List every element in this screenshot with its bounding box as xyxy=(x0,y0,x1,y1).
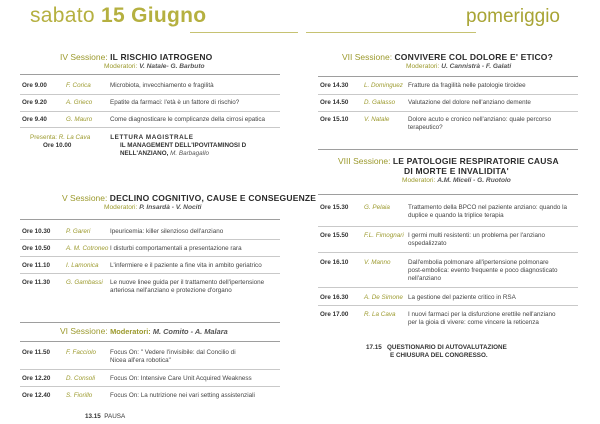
talk-title: Nicea all'era robotica" xyxy=(110,357,171,364)
talk-title: duplice e quando la triplice terapia xyxy=(408,212,504,219)
talk-row xyxy=(320,82,526,90)
lettura-title: LETTURA MAGISTRALE xyxy=(110,134,194,141)
talk-title: ospedalizzato xyxy=(408,240,447,247)
lettura-speaker: M. Barbagallo xyxy=(170,150,209,157)
session-title: IL RISCHIO IATROGENO xyxy=(110,52,213,62)
period-label: pomeriggio xyxy=(466,6,560,27)
row-divider xyxy=(20,273,280,274)
talk-time: Ore 9.00 xyxy=(22,82,47,89)
moderators-label: Moderatori: xyxy=(110,327,151,336)
talk-time: Ore 12.40 xyxy=(22,392,51,399)
session-viii-rule-top xyxy=(318,149,578,150)
talk-row xyxy=(22,245,242,253)
session-v-rule xyxy=(20,219,280,220)
talk-speaker: I. Lamonica xyxy=(66,262,99,269)
talk-title: Le nuove linee guida per il trattamento dell'ipertensione xyxy=(110,279,265,286)
moderators-label: Moderatori: xyxy=(402,177,436,184)
row-divider xyxy=(318,94,578,95)
talk-title: Microbiota, invecchiamento e fragilità xyxy=(110,82,214,89)
lettura-magistrale xyxy=(30,134,246,158)
presenta-label: Presenta: xyxy=(30,134,57,141)
talk-row xyxy=(22,349,236,365)
session-viii-header xyxy=(338,156,559,184)
talk-row xyxy=(22,99,239,107)
talk-title: Dall'embolia polmonare all'ipertensione polmonare xyxy=(408,259,549,266)
session-title: DECLINO COGNITIVO, CAUSE E CONSEGUENZE xyxy=(109,193,317,203)
session-vii-header xyxy=(342,52,553,70)
header-rule-right xyxy=(306,32,476,33)
row-divider xyxy=(20,127,280,128)
moderators-names: P. Insardà - V. Nociti xyxy=(139,204,202,211)
talk-time: Ore 16.10 xyxy=(320,259,349,266)
closing-time: 17.15 xyxy=(366,344,382,351)
pausa-label: PAUSA xyxy=(104,413,126,420)
talk-title: I disturbi comportamentali a presentazione rara xyxy=(110,245,242,252)
talk-title: L'infermiere e il paziente a fine vita in ambito geriatrico xyxy=(110,262,262,269)
moderators-names: V. Natale- G. Barbuto xyxy=(139,63,205,70)
talk-speaker: P. Gareri xyxy=(66,228,91,235)
talk-speaker: D. Consoli xyxy=(66,375,96,382)
talk-time: Ore 12.20 xyxy=(22,375,51,382)
talk-speaker: S. Fiorillo xyxy=(66,392,93,399)
talk-time: Ore 10.50 xyxy=(22,245,51,252)
closing-line: E CHIUSURA DEL CONGRESSO. xyxy=(390,352,488,359)
talk-speaker: G. Mauro xyxy=(66,116,93,123)
talk-time: Ore 15.10 xyxy=(320,116,349,123)
talk-title: nell'anziano xyxy=(408,275,442,282)
talk-row xyxy=(320,204,567,220)
lettura-time: Ore 10.00 xyxy=(43,142,72,149)
session-v-header xyxy=(62,193,316,211)
talk-time: Ore 9.20 xyxy=(22,99,47,106)
session-label: VI Sessione: xyxy=(60,326,108,336)
session-vi-rule-top xyxy=(20,322,280,323)
talk-speaker: A. M. Cotroneo xyxy=(66,245,109,252)
talk-title: Dolore acuto e cronico nell'anziano: quale percorso xyxy=(408,116,551,123)
date-label: 15 Giugno xyxy=(101,4,207,27)
talk-title: Ipeuricemia: killer silenzioso dell'anziano xyxy=(110,228,224,235)
moderators-names: U. Cannistrà - F. Galati xyxy=(441,63,512,70)
page-header-date xyxy=(30,4,206,28)
talk-row xyxy=(22,262,262,270)
talk-time: Ore 16.30 xyxy=(320,294,349,301)
talk-row xyxy=(320,232,545,248)
talk-speaker: G. Pelaia xyxy=(364,204,390,211)
talk-speaker: F. Facciolo xyxy=(66,349,96,356)
talk-title: Epatite da farmaci: l'età è un fattore di rischio? xyxy=(110,99,240,106)
session-label: VII Sessione: xyxy=(342,52,393,62)
row-divider xyxy=(20,386,280,387)
talk-speaker: V. Natale xyxy=(364,116,390,123)
talk-speaker: G. Gambassi xyxy=(66,279,103,286)
presenta-name: R. La Cava xyxy=(58,134,91,141)
talk-title: I nuovi farmaci per la disfunzione erettile nell'anziano xyxy=(408,311,556,318)
header-rule-left xyxy=(190,32,298,33)
talk-row xyxy=(22,228,223,236)
talk-time: Ore 11.50 xyxy=(22,349,51,356)
lettura-line: IL MANAGEMENT DELL'IPOVITAMINOSI D xyxy=(120,142,247,149)
talk-speaker: A. Grieco xyxy=(66,99,93,106)
session-iv-rule xyxy=(20,74,280,75)
moderators-label: Moderatori: xyxy=(104,63,138,70)
talk-row xyxy=(22,279,264,295)
talk-time: Ore 11.30 xyxy=(22,279,51,286)
moderators-label: Moderatori: xyxy=(406,63,440,70)
session-label: V Sessione: xyxy=(62,193,108,203)
talk-time: Ore 11.10 xyxy=(22,262,51,269)
row-divider xyxy=(20,369,280,370)
row-divider xyxy=(318,252,578,253)
row-divider xyxy=(318,226,578,227)
talk-speaker: A. De Simone xyxy=(364,294,403,301)
session-vi-rule xyxy=(20,341,280,342)
pausa-time: 13.15 xyxy=(85,413,101,420)
talk-title: Valutazione del dolore nell'anziano demente xyxy=(408,99,531,106)
row-divider xyxy=(318,305,578,306)
talk-row xyxy=(22,116,265,124)
talk-time: Ore 15.50 xyxy=(320,232,349,239)
talk-speaker: R. La Cava xyxy=(364,311,396,318)
talk-row xyxy=(22,82,214,90)
talk-row xyxy=(320,99,531,107)
session-iv-header xyxy=(60,52,213,70)
row-divider xyxy=(20,94,280,95)
talk-title: Focus On: " Vedere l'invisibile: dal Concilio di xyxy=(110,349,236,356)
talk-title: Focus On: Intensive Care Unit Acquired Weakness xyxy=(110,375,252,382)
talk-time: Ore 10.30 xyxy=(22,228,51,235)
talk-title: La gestione del paziente critico in RSA xyxy=(408,294,516,301)
talk-title: Trattamento della BPCO nel paziente anziano: quando la xyxy=(408,204,568,211)
session-title: CONVIVERE COL DOLORE E' ETICO? xyxy=(394,52,553,62)
talk-speaker: L. Dominguez xyxy=(364,82,403,89)
talk-title: I germi multi resistenti: un problema per l'anziano xyxy=(408,232,545,239)
closing-line: QUESTIONARIO DI AUTOVALUTAZIONE xyxy=(387,344,507,351)
talk-row xyxy=(22,375,252,383)
session-title: DI MORTE E INVALIDITA' xyxy=(404,166,509,176)
row-divider xyxy=(20,111,280,112)
session-vii-rule xyxy=(318,76,578,77)
moderators-label: Moderatori: xyxy=(104,204,138,211)
talk-row xyxy=(320,294,516,302)
talk-title: Come diagnosticare le complicanze della cirrosi epatica xyxy=(110,116,266,123)
talk-speaker: F.L. Fimognari xyxy=(364,232,404,239)
row-divider xyxy=(20,256,280,257)
talk-time: Ore 15.30 xyxy=(320,204,349,211)
talk-time: Ore 14.50 xyxy=(320,99,349,106)
session-vi-header xyxy=(60,326,228,336)
talk-title: post-embolica: evento frequente e poco diagnosticato xyxy=(408,267,558,274)
session-label: IV Sessione: xyxy=(60,52,108,62)
talk-row xyxy=(320,311,556,327)
pausa xyxy=(85,413,125,421)
row-divider xyxy=(318,287,578,288)
talk-row xyxy=(320,259,557,283)
closing xyxy=(366,344,507,360)
talk-title: per la gioia di vivere: come vincere la reticenza xyxy=(408,319,539,326)
talk-title: Focus On: La nutrizione nei vari setting assistenziali xyxy=(110,392,255,399)
moderators-names: A.M. Miceli - G. Ruotolo xyxy=(437,177,511,184)
talk-speaker: D. Galasso xyxy=(364,99,396,106)
talk-row xyxy=(320,116,551,132)
talk-time: Ore 17.00 xyxy=(320,311,349,318)
talk-time: Ore 14.30 xyxy=(320,82,349,89)
talk-row xyxy=(22,392,255,400)
session-label: VIII Sessione: xyxy=(338,156,391,166)
row-divider xyxy=(318,111,578,112)
talk-title: Fratture da fragilità nelle patologie tiroidee xyxy=(408,82,526,89)
talk-title: terapeutico? xyxy=(408,124,443,131)
row-divider xyxy=(20,239,280,240)
talk-speaker: V. Manno xyxy=(364,259,391,266)
session-viii-rule xyxy=(318,194,578,195)
moderators-names: M. Comito - A. Malara xyxy=(152,327,228,336)
talk-title: arteriosa nell'anziano e protezione d'organo xyxy=(110,287,232,294)
talk-speaker: F. Corica xyxy=(66,82,91,89)
talk-time: Ore 9.40 xyxy=(22,116,47,123)
day-label: sabato xyxy=(30,4,95,27)
lettura-line: NELL'ANZIANO, xyxy=(120,150,169,157)
session-title: LE PATOLOGIE RESPIRATORIE CAUSA xyxy=(392,156,559,166)
